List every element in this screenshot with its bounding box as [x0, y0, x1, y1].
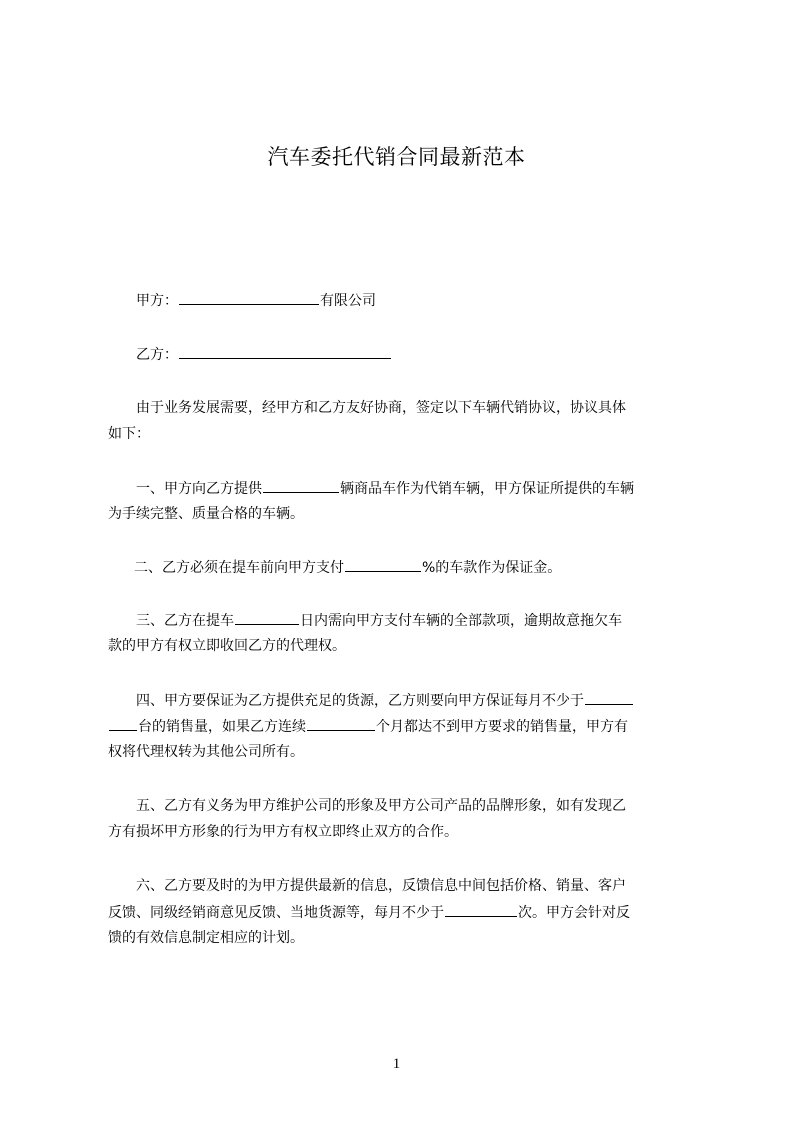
clause-1-text-a: 一、甲方向乙方提供	[136, 481, 262, 497]
clause-4-line-3: 权将代理权转为其他公司所有。	[108, 744, 304, 760]
clause-1-line-2: 为手续完整、质量合格的车辆。	[108, 506, 304, 522]
clause-4-text-a: 四、甲方要保证为乙方提供充足的货源，乙方则要向甲方保证每月不少于	[136, 693, 584, 709]
party-b-name-blank[interactable]	[179, 344, 391, 359]
clause-3-text-a: 三、乙方在提车	[136, 613, 234, 629]
intro-line-2: 如下：	[108, 426, 150, 442]
clause-1-text-b: 辆商品车作为代销车辆，甲方保证所提供的车辆	[340, 481, 634, 497]
clause-4-line-2	[108, 716, 708, 737]
clause-2-line-1	[134, 557, 734, 578]
party-a-line	[136, 290, 736, 311]
clause-4-monthly-blank-a[interactable]	[585, 690, 633, 705]
party-a-name-blank[interactable]	[179, 290, 319, 305]
clause-5-line-2: 方有损坏甲方形象的行为甲方有权立即终止双方的合作。	[108, 824, 458, 840]
clause-4-months-blank[interactable]	[307, 716, 375, 731]
party-a-suffix: 有限公司	[320, 293, 376, 309]
page-number: 1	[392, 1056, 401, 1072]
clause-3-line-1	[136, 610, 736, 631]
party-b-line	[136, 344, 736, 365]
document-title: 汽车委托代销合同最新范本	[267, 145, 526, 169]
party-b-label: 乙方：	[136, 347, 178, 363]
clause-1-quantity-blank[interactable]	[263, 478, 339, 493]
clause-4-text-b: 台的销售量，如果乙方连续	[138, 719, 306, 735]
clause-6-line-2	[108, 902, 708, 923]
clause-6-line-3: 馈的有效信息制定相应的计划。	[108, 930, 304, 946]
clause-3-text-b: 日内需向甲方支付车辆的全部款项，逾期故意拖欠车	[300, 613, 622, 629]
clause-6-text-a: 反馈、同级经销商意见反馈、当地货源等，每月不少于	[108, 905, 444, 921]
clause-3-days-blank[interactable]	[235, 610, 299, 625]
clause-6-text-b: 次。甲方会针对反	[518, 905, 630, 921]
clause-2-text-a: 二、乙方必须在提车前向甲方支付	[134, 560, 344, 576]
clause-4-text-c: 个月都达不到甲方要求的销售量，甲方有	[376, 719, 628, 735]
clause-2-percent-blank[interactable]	[345, 557, 421, 572]
clause-6-times-blank[interactable]	[445, 902, 517, 917]
clause-3-line-2: 款的甲方有权立即收回乙方的代理权。	[108, 638, 346, 654]
party-a-label: 甲方：	[136, 293, 178, 309]
clause-6-line-1: 六、乙方要及时的为甲方提供最新的信息，反馈信息中间包括价格、销量、客户	[136, 878, 626, 894]
clause-4-monthly-blank-b[interactable]	[109, 716, 137, 731]
clause-1-line-1	[136, 478, 736, 499]
intro-line-1: 由于业务发展需要，经甲方和乙方友好协商，签定以下车辆代销协议，协议具体	[136, 400, 626, 416]
clause-5-line-1: 五、乙方有义务为甲方维护公司的形象及甲方公司产品的品牌形象，如有发现乙	[136, 798, 626, 814]
clause-4-line-1	[136, 690, 736, 711]
clause-2-text-b: %的车款作为保证金。	[422, 560, 562, 576]
